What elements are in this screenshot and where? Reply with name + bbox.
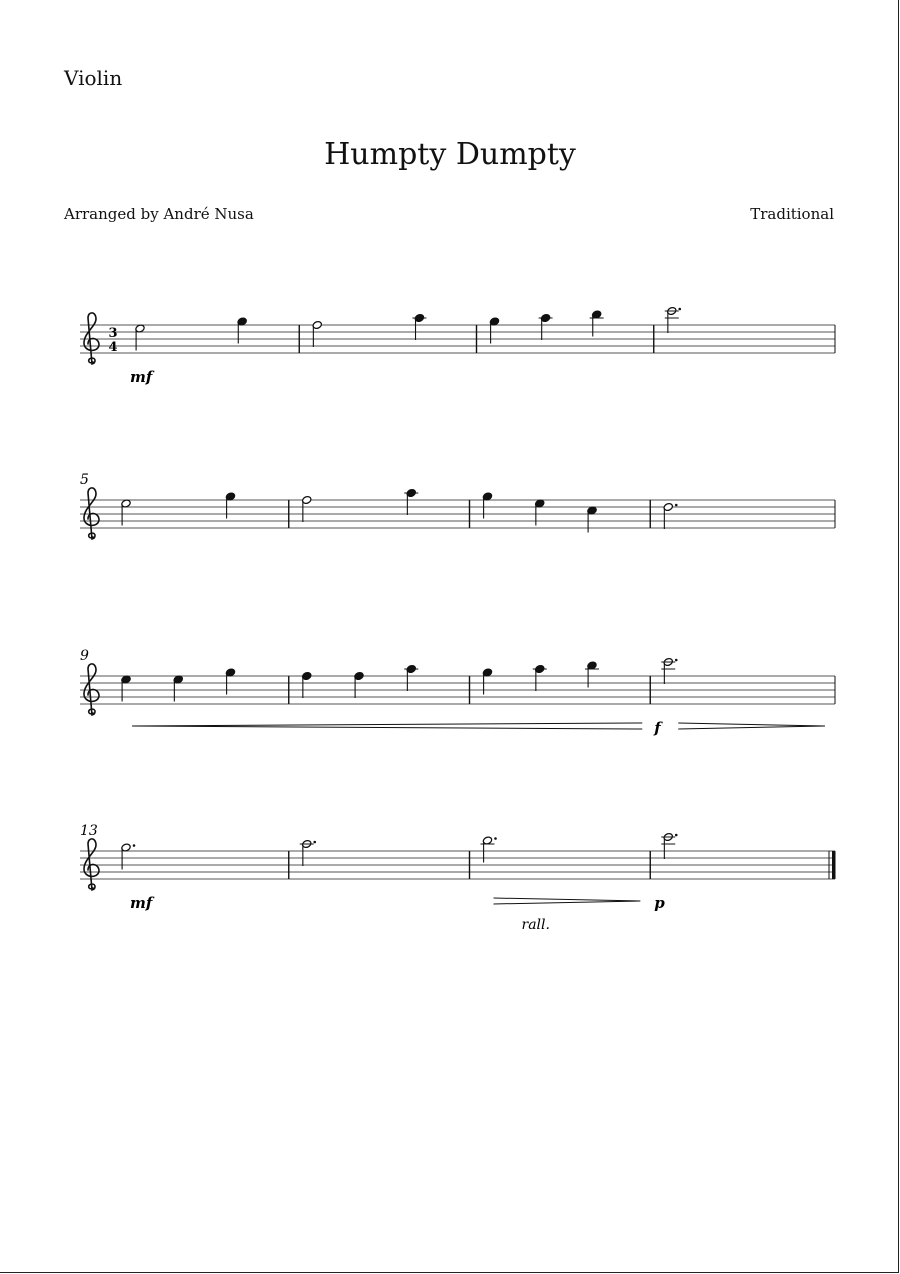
- dynamic-marking: p: [654, 894, 665, 912]
- diminuendo-hairpin: [494, 901, 641, 904]
- tempo-marking: rall.: [521, 917, 550, 933]
- note: [412, 313, 426, 340]
- measure-number: 5: [80, 472, 89, 488]
- piece-title: Humpty Dumpty: [324, 137, 576, 172]
- note: [585, 661, 599, 688]
- augmentation-dot: [133, 844, 136, 847]
- note: [482, 492, 492, 519]
- note: [312, 320, 322, 347]
- augmentation-dot: [675, 504, 678, 507]
- composer-credit: Traditional: [750, 205, 834, 223]
- note: [121, 499, 131, 526]
- augmentation-dot: [678, 308, 681, 311]
- diminuendo-hairpin: [494, 898, 641, 901]
- staff-system: [80, 472, 835, 539]
- note: [302, 671, 312, 698]
- note: [354, 671, 364, 698]
- note: [661, 657, 677, 684]
- note: [590, 310, 604, 337]
- arranger-credit: Arranged by André Nusa: [64, 205, 254, 223]
- treble-clef-icon: [84, 839, 99, 890]
- note: [539, 313, 553, 340]
- augmentation-dot: [494, 837, 497, 840]
- instrument-name: Violin: [64, 66, 123, 90]
- note: [121, 843, 135, 870]
- note: [661, 832, 677, 859]
- note: [302, 495, 312, 522]
- crescendo-hairpin: [132, 726, 642, 729]
- note: [404, 488, 418, 515]
- note: [481, 836, 497, 863]
- note: [489, 317, 499, 344]
- time-signature-numerator: 3: [108, 326, 118, 341]
- note: [300, 839, 316, 866]
- diminuendo-hairpin: [678, 726, 825, 729]
- augmentation-dot: [313, 841, 316, 844]
- note: [663, 502, 677, 529]
- note: [533, 664, 547, 691]
- measure-number: 13: [80, 823, 98, 839]
- dynamic-marking: mf: [130, 368, 153, 386]
- staff-system: [80, 823, 836, 933]
- note: [535, 499, 545, 526]
- note: [237, 317, 247, 344]
- note: [121, 675, 131, 702]
- note: [135, 324, 145, 351]
- dynamic-marking: f: [654, 719, 661, 737]
- staff-system: [80, 306, 835, 386]
- treble-clef-icon: [84, 488, 99, 539]
- augmentation-dot: [675, 659, 678, 662]
- augmentation-dot: [675, 834, 678, 837]
- staff-system: [80, 648, 835, 737]
- note: [482, 668, 492, 695]
- note: [404, 664, 418, 691]
- note: [665, 306, 681, 333]
- treble-clef-icon: [84, 664, 99, 715]
- diminuendo-hairpin: [678, 723, 825, 726]
- note: [225, 668, 235, 695]
- final-barline-thick: [832, 851, 836, 879]
- note: [587, 506, 597, 533]
- note: [173, 675, 183, 702]
- crescendo-hairpin: [132, 723, 642, 726]
- dynamic-marking: mf: [130, 894, 153, 912]
- treble-clef-icon: [84, 313, 99, 364]
- measure-number: 9: [80, 648, 89, 664]
- time-signature-denominator: 4: [108, 340, 118, 355]
- note: [225, 492, 235, 519]
